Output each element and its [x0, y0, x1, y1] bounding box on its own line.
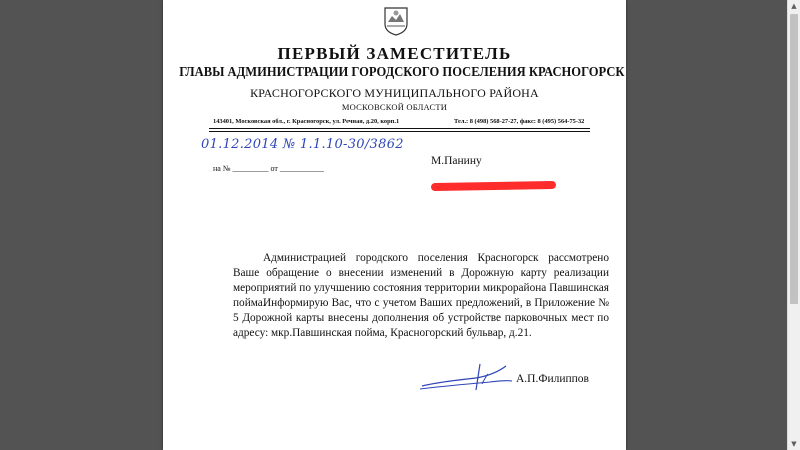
paragraph-text: Администрацией городского поселения Красногорск рассмотрено Ваше обращение о внесении изменений в Дорожную карту реализации мероприятий по улучшению состояния территории микрорайона Павшинская пойма. — [233, 252, 609, 309]
coat-of-arms-icon — [383, 6, 409, 36]
letterhead-title: ПЕРВЫЙ ЗАМЕСТИТЕЛЬ — [277, 44, 512, 63]
letterhead-district: КРАСНОГОРСКОГО МУНИЦИПАЛЬНОГО РАЙОНА — [250, 86, 539, 100]
letterhead-subtitle: ГЛАВЫ АДМИНИСТРАЦИИ ГОРОДСКОГО ПОСЕЛЕНИЯ КРАСНОГОРСК — [179, 64, 625, 79]
scroll-up-icon[interactable]: ▲ — [791, 2, 797, 10]
reference-line: на № _________ от ___________ — [213, 164, 324, 173]
paragraph-text: Информирую Вас, что с учетом Ваших предложений, в Приложение № 5 Дорожной карты внесены дополнения об устройстве парковочных мест по адресу: мкр.Павшинская пойма, Красногорский бульвар, д.21. — [233, 297, 609, 339]
scroll-down-icon[interactable]: ▼ — [791, 440, 797, 448]
document-page — [163, 0, 626, 450]
signer-name: А.П.Филиппов — [516, 373, 589, 385]
body-paragraph-2 — [233, 296, 609, 341]
handwritten-reference: 01.12.2014 № 1.1.10-30/3862 — [201, 137, 404, 152]
redaction-mark — [431, 181, 556, 191]
letterhead-divider — [209, 128, 590, 129]
addressee-name: М.Панину — [431, 155, 482, 167]
letterhead-region: МОСКОВСКОЙ ОБЛАСТИ — [341, 102, 448, 112]
scroll-thumb[interactable] — [790, 14, 798, 304]
letterhead-address: 143401, Московская обл., г. Красногорск, ул. Речная, д.20, корп.1 — [213, 118, 400, 125]
letterhead-divider-secondary — [209, 131, 590, 132]
letterhead-phones: Тел.: 8 (498) 568-27-27, факс: 8 (495) 564-75-32 — [454, 118, 585, 125]
vertical-scrollbar[interactable] — [787, 0, 800, 450]
signature-icon — [418, 362, 518, 394]
